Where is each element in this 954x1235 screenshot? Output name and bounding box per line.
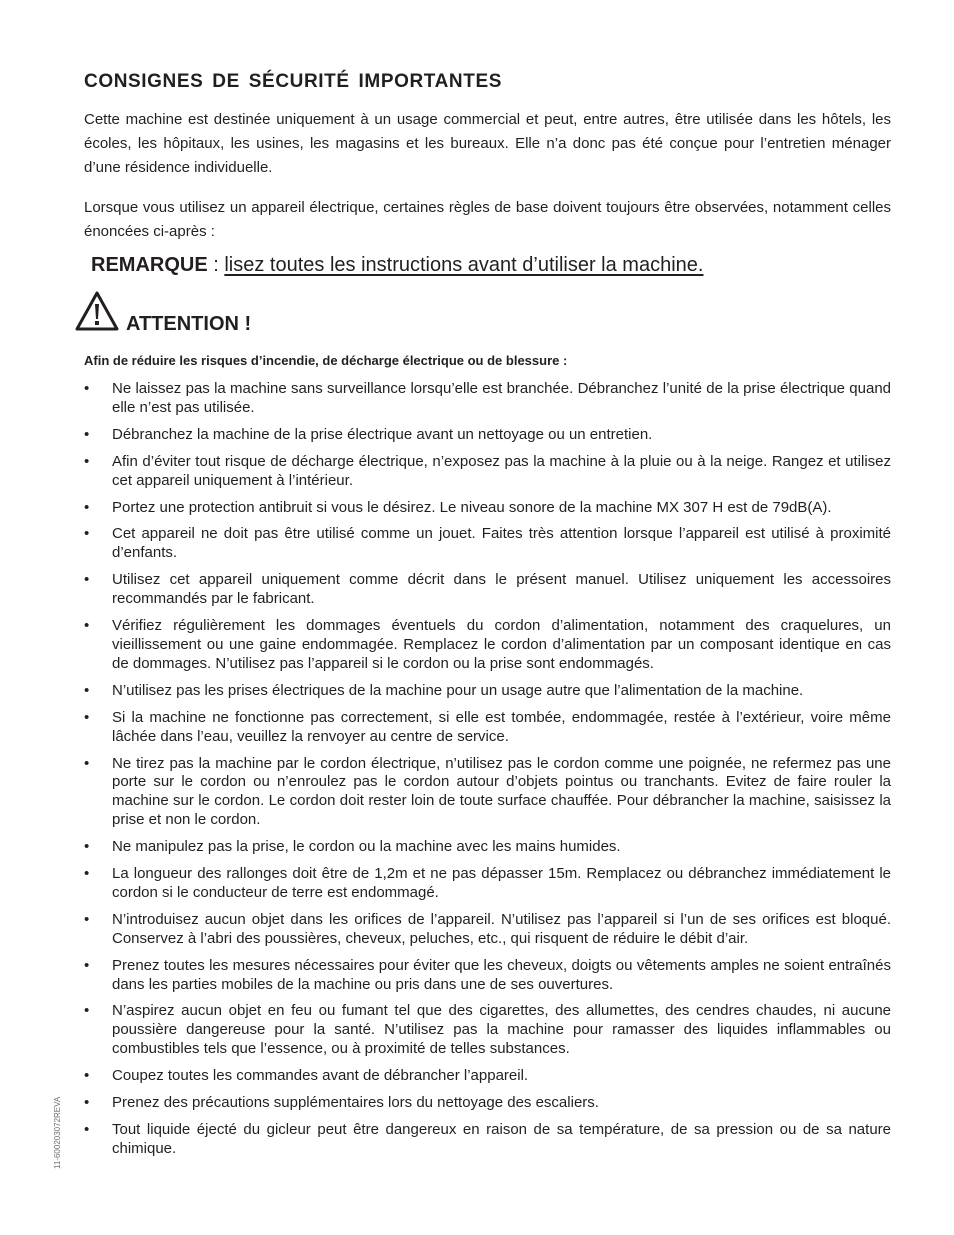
bullet-icon: • — [84, 1002, 90, 1020]
warning-intro: Afin de réduire les risques d’incendie, de décharge électrique ou de blessure : — [84, 353, 568, 368]
bullet-icon: • — [84, 380, 90, 397]
list-item-text: Ne manipulez pas la prise, le cordon ou la machine avec les mains humides. — [112, 838, 621, 856]
page-title: CONSIGNES DE SÉCURITÉ IMPORTANTES — [84, 71, 502, 92]
bullet-icon: • — [84, 452, 90, 470]
list-item — [84, 453, 891, 491]
list-item — [84, 571, 891, 609]
warning-title: ATTENTION ! — [126, 313, 252, 335]
list-item — [84, 865, 891, 903]
list-item-text: Portez une protection antibruit si vous le désirez. Le niveau sonore de la machine MX 307 H est de 79dB(A). — [112, 498, 832, 516]
list-item-text: N’introduisez aucun objet dans les orifices de l’appareil. N’utilisez pas l’appareil si l’un de ses orifices est bloqué. Conservez à l’abri des poussières, cheveux, peluches, etc., qui risquent de réduire le débit d’air. — [112, 910, 891, 947]
intro-paragraph-basic-rules: Lorsque vous utilisez un appareil électrique, certaines règles de base doivent toujours être observées, notamment celles énoncées ci-après : — [84, 199, 891, 240]
bullet-icon: • — [84, 708, 90, 726]
safety-instructions-list — [84, 380, 891, 1167]
note-label: REMARQUE — [91, 254, 208, 276]
bullet-icon: • — [84, 425, 90, 443]
list-item-text: Cet appareil ne doit pas être utilisé comme un jouet. Faites très attention lorsque l’appareil est utilisé à proximité d’enfants. — [112, 525, 891, 562]
list-item — [84, 709, 891, 747]
list-item — [84, 525, 891, 563]
bullet-icon: • — [84, 1121, 90, 1138]
note-text: lisez toutes les instructions avant d’utiliser la machine. — [224, 254, 704, 276]
list-item — [84, 499, 891, 518]
list-item — [84, 911, 891, 949]
bullet-icon: • — [84, 681, 90, 699]
bullet-icon: • — [84, 910, 90, 928]
warning-triangle-icon — [74, 290, 120, 332]
list-item-text: Débranchez la machine de la prise électrique avant un nettoyage ou un entretien. — [112, 425, 653, 443]
list-item — [84, 682, 891, 701]
list-item-text: Utilisez cet appareil uniquement comme décrit dans le présent manuel. Utilisez uniquement les accessoires recommandés par le fabricant. — [112, 571, 891, 608]
list-item-text: Si la machine ne fonctionne pas correctement, si elle est tombée, endommagée, restée à l’extérieur, voire même lâchée dans l’eau, veuillez la renvoyer au centre de service. — [112, 708, 891, 745]
bullet-icon: • — [84, 617, 90, 635]
bullet-icon: • — [84, 571, 90, 589]
list-item — [84, 1094, 891, 1113]
list-item — [84, 838, 891, 857]
list-item-text: Ne tirez pas la machine par le cordon électrique, n’utilisez pas le cordon comme une poignée, ne refermez pas une porte sur le cordon ou n’enroulez pas le cordon autour d’objets pointus ou tranchants. Evitez de faire rouler la machine sur le cordon. Le cordon doit rester loin de toute surface chauffée. Pour débrancher la machine, saisissez la prise et non le cordon. — [112, 754, 891, 829]
list-item — [84, 1002, 891, 1059]
document-code — [53, 1089, 65, 1169]
list-item-text: Prenez des précautions supplémentaires lors du nettoyage des escaliers. — [112, 1094, 599, 1112]
list-item-text: Vérifiez régulièrement les dommages éventuels du cordon d’alimentation, notamment des craquelures, un vieillissement ou une gaine endommagée. Remplacez le cordon d’alimentation par un composant identique en cas de dommages. N’utilisez pas l’appareil si le cordon ou la prise sont endommagés. — [112, 617, 891, 672]
bullet-icon: • — [84, 838, 90, 856]
list-item — [84, 1121, 891, 1159]
list-item — [84, 426, 891, 445]
bullet-icon: • — [84, 754, 90, 772]
list-item-text: Tout liquide éjecté du gicleur peut être dangereux en raison de sa température, de sa pression ou de sa nature chimique. — [112, 1121, 891, 1157]
document-code-text: 11-600203072REVA — [53, 1096, 62, 1169]
list-item-text: N’aspirez aucun objet en feu ou fumant tel que des cigarettes, des allumettes, des cendres chaudes, ni aucune poussière dangereuse pour la santé. N’utilisez pas la machine pour ramasser des liquides inflammables ou combustibles tels que l’essence, ou à proximité de telles substances. — [112, 1002, 891, 1058]
bullet-icon: • — [84, 525, 90, 543]
intro-paragraph-commercial-use: Cette machine est destinée uniquement à un usage commercial et peut, entre autres, être utilisée dans les hôtels, les écoles, les hôpitaux, les usines, les magasins et les bureaux. Elle n’a donc pas été conçue pour l’entretien ménager d’une résidence individuelle. — [84, 111, 891, 176]
list-item — [84, 1067, 891, 1086]
list-item — [84, 957, 891, 995]
bullet-icon: • — [84, 956, 90, 974]
list-item — [84, 755, 891, 831]
bullet-icon: • — [84, 498, 90, 516]
list-item-text: La longueur des rallonges doit être de 1,2m et ne pas dépasser 15m. Remplacez ou débranchez immédiatement le cordon si le conducteur de terre est endommagé. — [112, 865, 891, 901]
list-item-text: Afin d’éviter tout risque de décharge électrique, n’exposez pas la machine à la pluie ou à la neige. Rangez et utilisez cet appareil uniquement à l’intérieur. — [112, 452, 891, 489]
list-item-text: Coupez toutes les commandes avant de débrancher l’appareil. — [112, 1067, 529, 1085]
list-item-text: Ne laissez pas la machine sans surveillance lorsqu’elle est branchée. Débranchez l’unité de la prise électrique quand elle n’est pas utilisée. — [112, 380, 891, 416]
note-separator: : — [207, 254, 225, 276]
note-remarque — [91, 251, 703, 279]
bullet-icon: • — [84, 865, 90, 883]
bullet-icon: • — [84, 1094, 90, 1112]
bullet-icon: • — [84, 1067, 90, 1085]
list-item — [84, 380, 891, 418]
list-item-text: Prenez toutes les mesures nécessaires pour éviter que les cheveux, doigts ou vêtements amples ne soient entraînés dans les parties mobiles de la machine ou pris dans une de ses ouvertures. — [112, 956, 891, 993]
list-item — [84, 617, 891, 674]
list-item-text: N’utilisez pas les prises électriques de la machine pour un usage autre que l’alimentation de la machine. — [112, 681, 804, 699]
